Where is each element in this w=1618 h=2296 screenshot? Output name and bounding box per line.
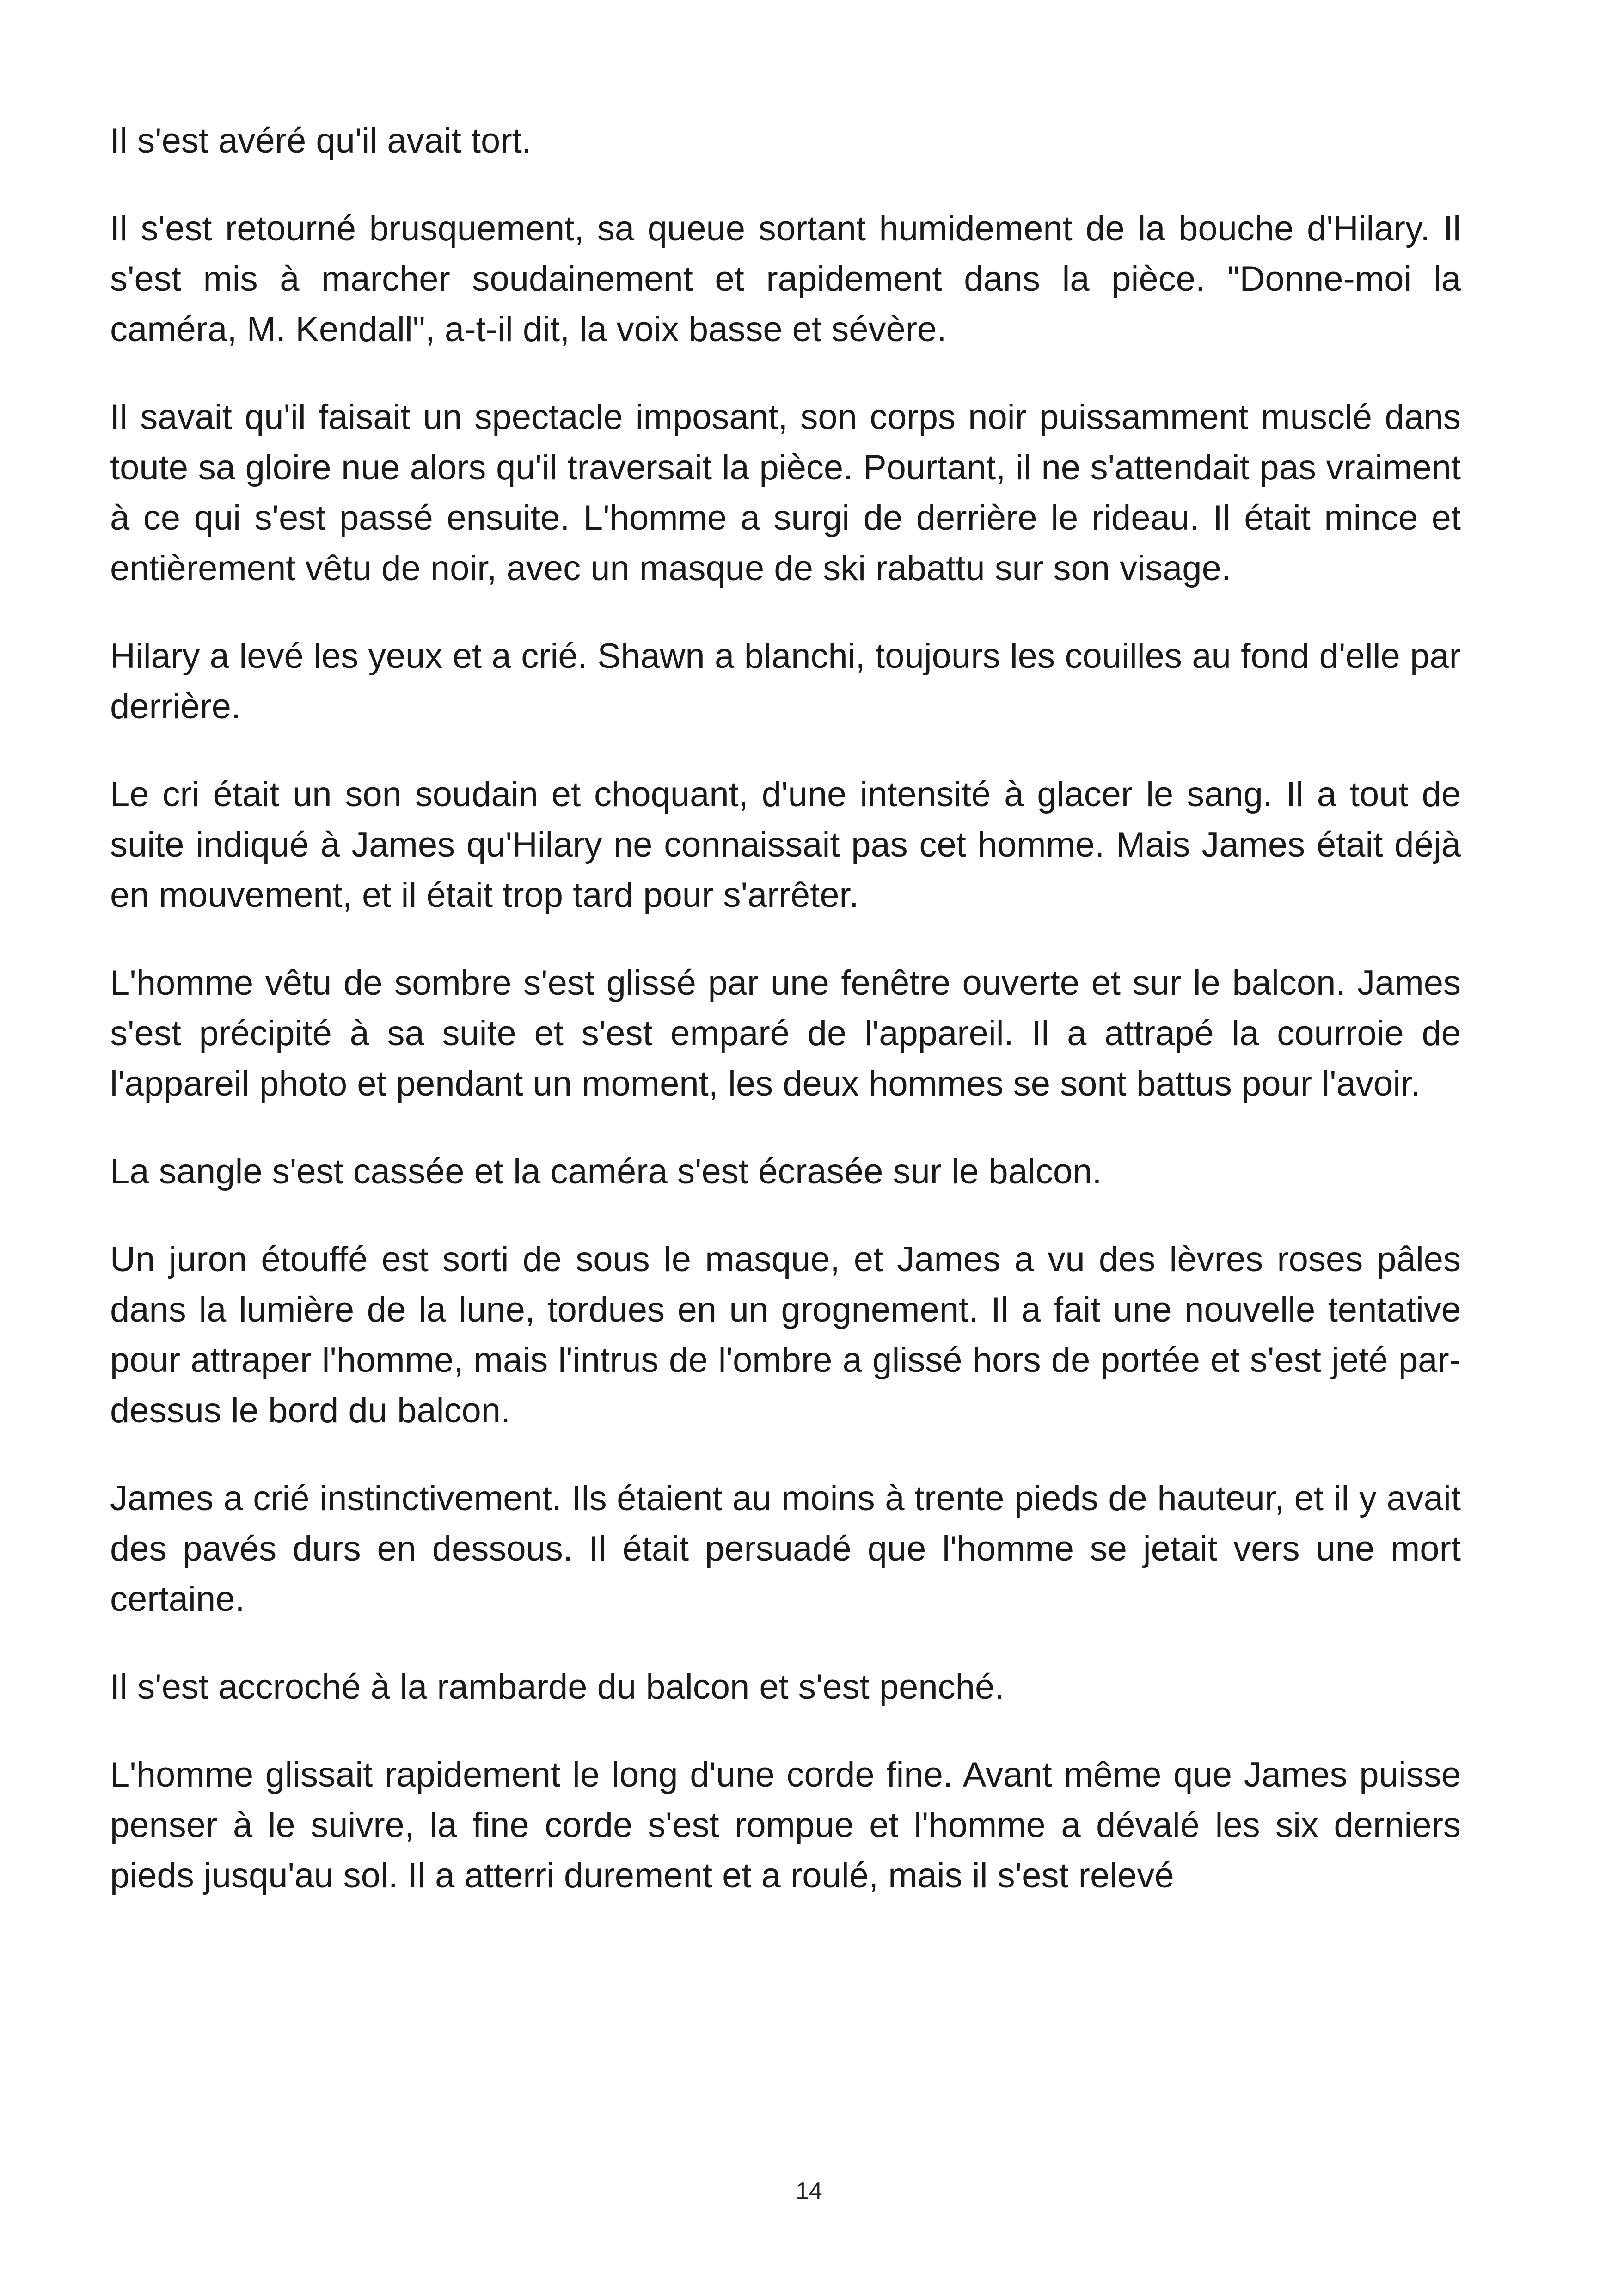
paragraph-3: Il savait qu'il faisait un spectacle imposant, son corps noir puissamment musclé dans toute sa gloire nue alors qu'il traversait la pièce. Pourtant, il ne s'attendait pas vraiment à ce qui s'est passé ensuite. L'homme a surgi de derrière le rideau. Il était mince et entièrement vêtu de noir, avec un masque de ski rabattu sur son visage. — [110, 398, 1461, 588]
paragraph-8: Un juron étouffé est sorti de sous le masque, et James a vu des lèvres roses pâles dans la lumière de la lune, tordues en un grognement. Il a fait une nouvelle tentative pour attraper l'homme, mais l'intrus de l'ombre a glissé hors de portée et s'est jeté par-dessus le bord du balcon. — [110, 1240, 1461, 1430]
paragraph-1: Il s'est avéré qu'il avait tort. — [110, 121, 532, 160]
paragraph-11: L'homme glissait rapidement le long d'une corde fine. Avant même que James puisse penser à le suivre, la fine corde s'est rompue et l'homme a dévalé les six derniers pieds jusqu'au sol. Il a atterri durement et a roulé, mais il s'est relevé — [110, 1755, 1461, 1895]
paragraph-4: Hilary a levé les yeux et a crié. Shawn a blanchi, toujours les couilles au fond d'elle par derrière. — [110, 637, 1461, 726]
text-body — [110, 116, 1461, 1938]
paragraph-2: Il s'est retourné brusquement, sa queue sortant humidement de la bouche d'Hilary. Il s'est mis à marcher soudainement et rapidement dans la pièce. "Donne-moi la caméra, M. Kendall", a-t-il dit, la voix basse et sévère. — [110, 209, 1461, 349]
paragraph-9: James a crié instinctivement. Ils étaient au moins à trente pieds de hauteur, et il y avait des pavés durs en dessous. Il était persuadé que l'homme se jetait vers une mort certaine. — [110, 1479, 1461, 1619]
paragraph-5: Le cri était un son soudain et choquant, d'une intensité à glacer le sang. Il a tout de suite indiqué à James qu'Hilary ne connaissait pas cet homme. Mais James était déjà en mouvement, et il était trop tard pour s'arrêter. — [110, 775, 1461, 915]
paragraph-6: L'homme vêtu de sombre s'est glissé par une fenêtre ouverte et sur le balcon. James s'est précipité à sa suite et s'est emparé de l'appareil. Il a attrapé la courroie de l'appareil photo et pendant un moment, les deux hommes se sont battus pour l'avoir. — [110, 963, 1461, 1103]
paragraph-10: Il s'est accroché à la rambarde du balcon et s'est penché. — [110, 1667, 1005, 1707]
page-number: 14 — [796, 2178, 822, 2204]
paragraph-7: La sangle s'est cassée et la caméra s'est écrasée sur le balcon. — [110, 1152, 1102, 1191]
